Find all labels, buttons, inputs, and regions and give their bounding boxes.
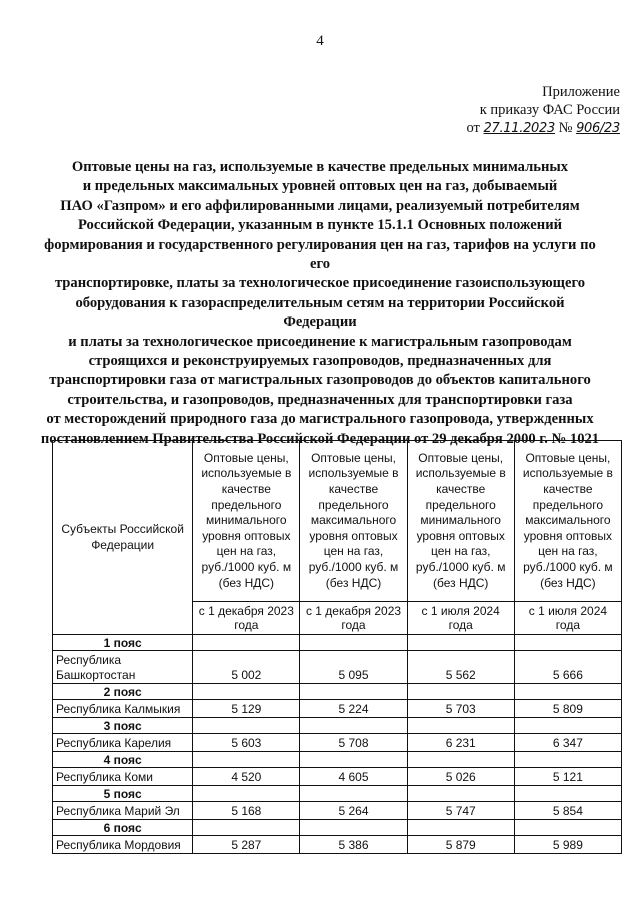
title-line: оборудования к газораспределительным сетям на территории Российской Федерации: [75, 294, 565, 331]
handwritten-number: 906/23: [576, 121, 620, 136]
belt-row: [53, 786, 622, 802]
column-header: Оптовые цены, используемые в качестве предельного минимального уровня оптовых цен на газ, руб./1000 куб. м (без НДС): [407, 441, 514, 602]
price-cell: 5 002: [193, 651, 300, 684]
date-cell: с 1 декабря 2023 года: [300, 602, 407, 635]
title-line: Российской Федерации, указанным в пункте 15.1.1 Основных положений: [77, 217, 563, 234]
region-name: Республика Калмыкия: [53, 700, 193, 718]
belt-row: [53, 752, 622, 768]
table-row: [53, 651, 622, 684]
region-name: Республика Марий Эл: [53, 802, 193, 820]
price-cell: 5 603: [193, 734, 300, 752]
belt-label: 3 пояс: [53, 718, 193, 734]
title-line: строящихся и реконструируемых газопроводов, предназначенных для: [88, 353, 552, 370]
price-cell: 5 666: [514, 651, 621, 684]
page-number: 4: [316, 33, 324, 49]
price-cell: 5 224: [300, 700, 407, 718]
price-cell: 5 386: [300, 836, 407, 854]
table-header-row: [53, 441, 622, 602]
title-line: ПАО «Газпром» и его аффилированными лицами, реализуемый потребителям: [60, 197, 580, 214]
table-row: [53, 700, 622, 718]
price-cell: 5 879: [407, 836, 514, 854]
date-cell: с 1 декабря 2023 года: [193, 602, 300, 635]
table-row: [53, 734, 622, 752]
table-row: [53, 768, 622, 786]
title-line: от месторождений природного газа до магистрального газопровода, утвержденных: [46, 411, 594, 428]
title-line: постановлением Правительства Российской Федерации от 29 декабря 2000 г. № 1021: [40, 430, 600, 447]
region-name: Республика Карелия: [53, 734, 193, 752]
column-header: Оптовые цены, используемые в качестве предельного минимального уровня оптовых цен на газ, руб./1000 куб. м (без НДС): [193, 441, 300, 602]
document-title: [40, 158, 600, 449]
belt-row: [53, 635, 622, 651]
price-cell: 5 989: [514, 836, 621, 854]
belt-label: 6 пояс: [53, 820, 193, 836]
belt-label: 4 пояс: [53, 752, 193, 768]
appendix-date-line: [420, 119, 620, 138]
price-cell: 5 708: [300, 734, 407, 752]
price-cell: 5 809: [514, 700, 621, 718]
price-cell: 5 121: [514, 768, 621, 786]
belt-row: [53, 820, 622, 836]
price-cell: 5 168: [193, 802, 300, 820]
date-prefix: от: [466, 120, 480, 136]
belt-label: 1 пояс: [53, 635, 193, 651]
price-cell: 4 605: [300, 768, 407, 786]
title-line: формирования и государственного регулирования цен на газ, тарифов на услуги по его: [44, 236, 596, 273]
price-cell: 5 287: [193, 836, 300, 854]
title-line: строительства, и газопроводов, предназначенных для транспортировки газа: [67, 391, 573, 408]
belt-label: 5 пояс: [53, 786, 193, 802]
price-cell: 5 264: [300, 802, 407, 820]
price-cell: 5 854: [514, 802, 621, 820]
price-cell: 5 562: [407, 651, 514, 684]
belt-label: 2 пояс: [53, 684, 193, 700]
handwritten-date: 27.11.2023: [483, 121, 555, 136]
belt-row: [53, 718, 622, 734]
table-row: [53, 836, 622, 854]
belt-row: [53, 684, 622, 700]
region-name: Республика Башкортостан: [53, 651, 193, 684]
subject-header: Субъекты Российской Федерации: [53, 441, 193, 635]
price-cell: 5 129: [193, 700, 300, 718]
appendix-title: Приложение: [542, 84, 620, 100]
number-prefix: №: [558, 120, 573, 136]
price-cell: 5 095: [300, 651, 407, 684]
title-line: Оптовые цены на газ, используемые в качестве предельных минимальных: [71, 159, 569, 175]
price-cell: 4 520: [193, 768, 300, 786]
title-line: транспортировки газа от магистральных газопроводов до объектов капитального: [49, 372, 591, 389]
title-line: и платы за технологическое присоединение к магистральным газопроводам: [68, 333, 572, 350]
price-cell: 5 703: [407, 700, 514, 718]
table-row: [53, 802, 622, 820]
appendix-order: к приказу ФАС России: [479, 102, 620, 118]
price-cell: 6 347: [514, 734, 621, 752]
title-line: транспортировке, платы за технологическое присоединение газоиспользующего: [54, 275, 586, 292]
appendix-block: [420, 83, 620, 138]
price-cell: 6 231: [407, 734, 514, 752]
price-cell: 5 747: [407, 802, 514, 820]
prices-table: [52, 440, 622, 854]
column-header: Оптовые цены, используемые в качестве предельного максимального уровня оптовых цен на газ, руб./1000 куб. м (без НДС): [514, 441, 621, 602]
price-cell: 5 026: [407, 768, 514, 786]
region-name: Республика Коми: [53, 768, 193, 786]
title-line: и предельных максимальных уровней оптовых цен на газ, добываемый: [82, 178, 558, 195]
region-name: Республика Мордовия: [53, 836, 193, 854]
column-header: Оптовые цены, используемые в качестве предельного максимального уровня оптовых цен на газ, руб./1000 куб. м (без НДС): [300, 441, 407, 602]
date-cell: с 1 июля 2024 года: [407, 602, 514, 635]
date-cell: с 1 июля 2024 года: [514, 602, 621, 635]
